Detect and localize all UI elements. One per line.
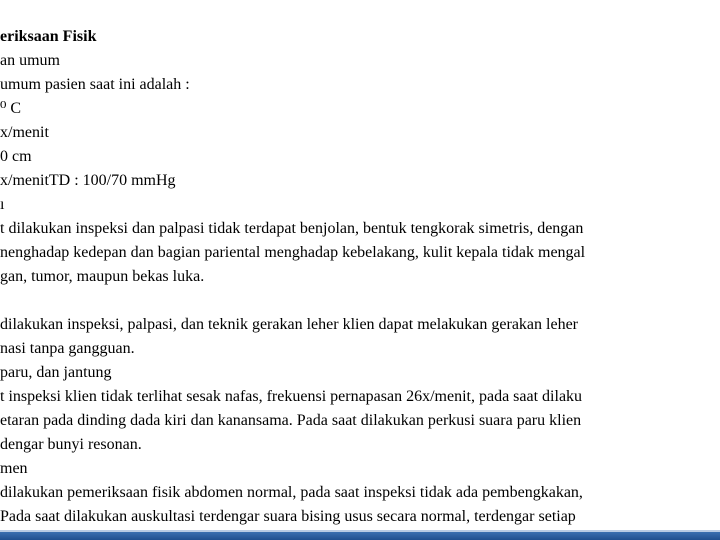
text-line: etaran pada dinding dada kiri dan kanansama. Pada saat dilakukan perkusi suara paru klien [0, 412, 582, 429]
text-line: ⁰ C [0, 100, 22, 117]
text-line: nasi tanpa gangguan. [0, 340, 135, 357]
footer-bar [0, 532, 720, 540]
text-line: dengar bunyi resonan. [0, 436, 142, 453]
text-line: ı [0, 196, 5, 213]
text-line: nenghadap kedepan dan bagian pariental menghadap kebelakang, kulit kepala tidak mengal [0, 244, 586, 261]
text-line: Pada saat dilakukan auskultasi terdengar suara bising usus secara normal, terdengar setiap [0, 508, 576, 525]
text-line: umum pasien saat ini adalah : [0, 76, 190, 93]
text-line: dilakukan inspeksi, palpasi, dan teknik gerakan leher klien dapat melakukan gerakan leher [0, 316, 579, 333]
section-heading: eriksaan Fisik [0, 28, 97, 45]
text-line: t dilakukan inspeksi dan palpasi tidak terdapat benjolan, bentuk tengkorak simetris, dengan [0, 220, 584, 237]
text-line: x/menitTD : 100/70 mmHg [0, 172, 176, 189]
text-line: 0 cm [0, 148, 32, 165]
text-line: dilakukan pemeriksaan fisik abdomen normal, pada saat inspeksi tidak ada pembengkakan, [0, 484, 583, 501]
text-line: an umum [0, 52, 60, 69]
text-line: gan, tumor, maupun bekas luka. [0, 268, 205, 285]
text-line: paru, dan jantung [0, 364, 112, 381]
text-line: t inspeksi klien tidak terlihat sesak nafas, frekuensi pernapasan 26x/menit, pada saat dilaku [0, 388, 583, 405]
text-line: men [0, 460, 28, 477]
text-line: x/menit [0, 124, 49, 141]
